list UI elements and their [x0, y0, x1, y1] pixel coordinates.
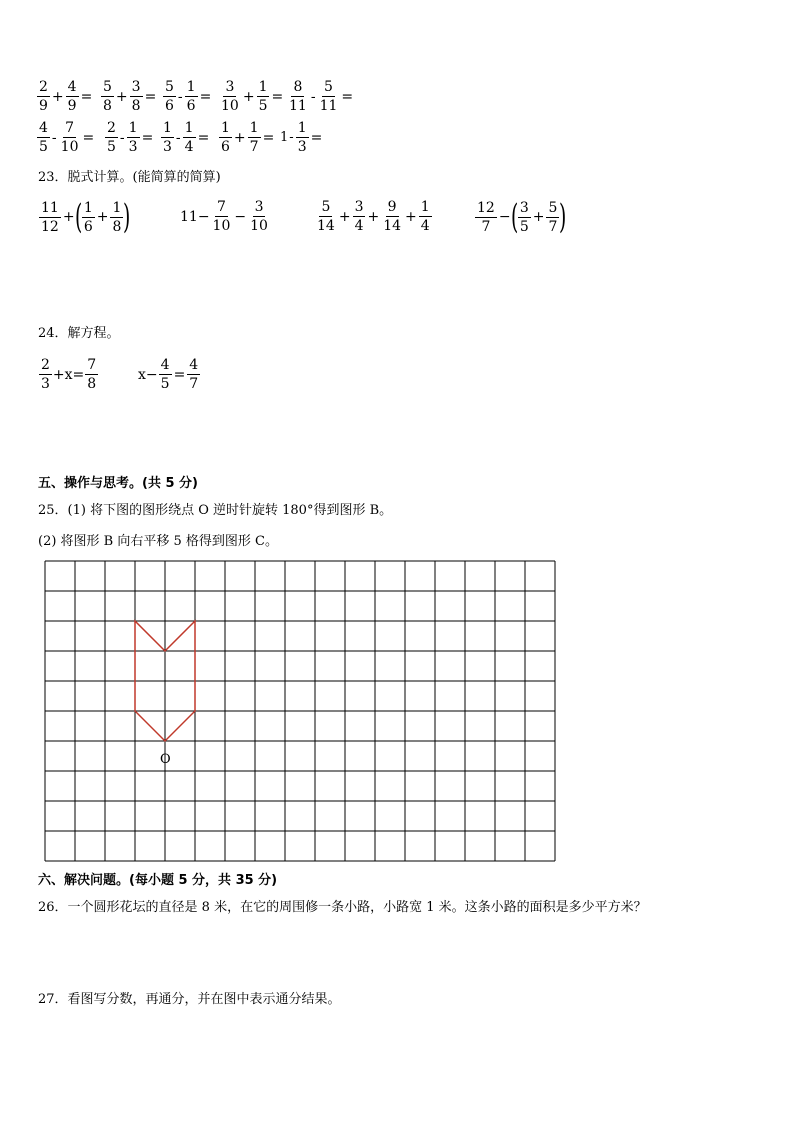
fraction: $\frac{4}{7}$ [189, 357, 199, 392]
fraction: $\frac{3}{8}$ [131, 79, 141, 114]
fraction: $\frac{2}{3}$ [41, 357, 50, 392]
q24-equation2: x− $\frac{4}{5}$ = $\frac{4}{7}$ [138, 357, 199, 392]
fraction: $\frac{4}{5}$ [160, 357, 170, 392]
fraction: $\frac{4}{9}$ [67, 79, 77, 114]
fraction: $\frac{3}{10}$ [250, 199, 268, 234]
fraction: $\frac{3}{10}$ [221, 79, 239, 114]
fraction: $\frac{5}{8}$ [103, 79, 112, 114]
q25-instruction2: (2) 将图形 B 向右平移 5 格得到图形 C。 [38, 534, 278, 549]
fraction: $\frac{1}{7}$ [249, 120, 259, 155]
fraction: $\frac{5}{7}$ [548, 199, 558, 235]
left-paren: ( [74, 197, 82, 237]
fraction: $\frac{1}{6}$ [186, 79, 196, 114]
fraction: $\frac{12}{7}$ [477, 199, 495, 235]
q23-expr4: $\frac{12}{7}$ − ( $\frac{3}{5}$ + $\frac{5}{7}$ ) [477, 197, 567, 237]
fraction: $\frac{2}{9}$ [39, 79, 48, 114]
rotation-point-label: O [160, 752, 171, 767]
fraction: $\frac{11}{12}$ [41, 199, 59, 235]
fraction: $\frac{3}{5}$ [519, 199, 529, 235]
quick-calc-row1-item2: $\frac{5}{8}$ + $\frac{3}{8}$ = [103, 79, 157, 114]
fraction: $\frac{8}{11}$ [289, 79, 307, 114]
section5-heading: 五、操作与思考。(共 5 分) [38, 476, 198, 491]
fraction: $\frac{3}{4}$ [354, 199, 364, 234]
quick-calc-row1-item5: $\frac{8}{11}$ - $\frac{5}{11}$ = [289, 79, 354, 114]
quick-calc-row1-item3: $\frac{5}{6}$ - $\frac{1}{6}$ = [165, 79, 212, 114]
q25-instruction1: 25．(1) 将下图的图形绕点 O 逆时针旋转 180°得到图形 B。 [38, 503, 393, 518]
fraction: $\frac{1}{3}$ [297, 120, 307, 155]
fraction: $\frac{5}{14}$ [317, 199, 335, 234]
fraction: $\frac{1}{8}$ [112, 199, 122, 235]
fraction: $\frac{1}{4}$ [184, 120, 194, 155]
q23-expr1: $\frac{11}{12}$ + ( $\frac{1}{6}$ + $\frac{1}{8}$ ) [41, 197, 131, 237]
fraction: $\frac{1}{3}$ [128, 120, 138, 155]
square-grid [44, 560, 560, 864]
fraction: $\frac{1}{5}$ [258, 79, 268, 114]
q23-expr2: 11− $\frac{7}{10}$ − $\frac{3}{10}$ [180, 199, 268, 234]
q23-title: 23．脱式计算。(能简算的简算) [38, 170, 221, 185]
fraction: $\frac{7}{10}$ [60, 120, 79, 155]
quick-calc-row2-item1: $\frac{4}{5}$ - $\frac{7}{10}$ = [39, 120, 95, 155]
fraction: $\frac{1}{3}$ [163, 120, 172, 155]
section6-heading: 六、解决问题。(每小题 5 分，共 35 分) [38, 873, 278, 888]
fraction: $\frac{4}{5}$ [39, 120, 48, 155]
q27-text: 27．看图写分数，再通分，并在图中表示通分结果。 [38, 992, 341, 1007]
fraction: $\frac{1}{6}$ [221, 120, 230, 155]
quick-calc-row2-item3: $\frac{1}{3}$ - $\frac{1}{4}$ = [163, 120, 210, 155]
fraction: $\frac{1}{4}$ [420, 199, 430, 234]
q23-expr3: $\frac{5}{14}$ + $\frac{3}{4}$ + $\frac{9}{14}$ + $\frac{1}{4}$ [317, 199, 430, 234]
fraction: $\frac{7}{8}$ [87, 357, 97, 392]
fraction: $\frac{9}{14}$ [383, 199, 402, 234]
left-paren: ( [510, 197, 518, 237]
right-paren: ) [559, 197, 567, 237]
fraction: $\frac{7}{10}$ [212, 199, 231, 234]
q24-title: 24．解方程。 [38, 326, 120, 341]
quick-calc-row1-item4: $\frac{3}{10}$ + $\frac{1}{5}$ = [221, 79, 284, 114]
fraction: $\frac{5}{6}$ [165, 79, 174, 114]
quick-calc-row1-item1: $\frac{2}{9}$ + $\frac{4}{9}$ = [39, 79, 93, 114]
fraction: $\frac{1}{6}$ [83, 199, 93, 235]
quick-calc-row2-item4: $\frac{1}{6}$ + $\frac{1}{7}$ = [221, 120, 275, 155]
quick-calc-row2-item5: 1 - $\frac{1}{3}$ = [280, 120, 323, 155]
q24-equation1: $\frac{2}{3}$ +x= $\frac{7}{8}$ [41, 357, 97, 392]
fraction: $\frac{2}{5}$ [107, 120, 116, 155]
right-paren: ) [123, 197, 131, 237]
fraction: $\frac{5}{11}$ [319, 79, 338, 114]
quick-calc-row2-item2: $\frac{2}{5}$ - $\frac{1}{3}$ = [107, 120, 154, 155]
q26-text: 26．一个圆形花坛的直径是 8 米，在它的周围修一条小路，小路宽 1 米。这条小路的面积是多少平方米？ [38, 900, 647, 915]
